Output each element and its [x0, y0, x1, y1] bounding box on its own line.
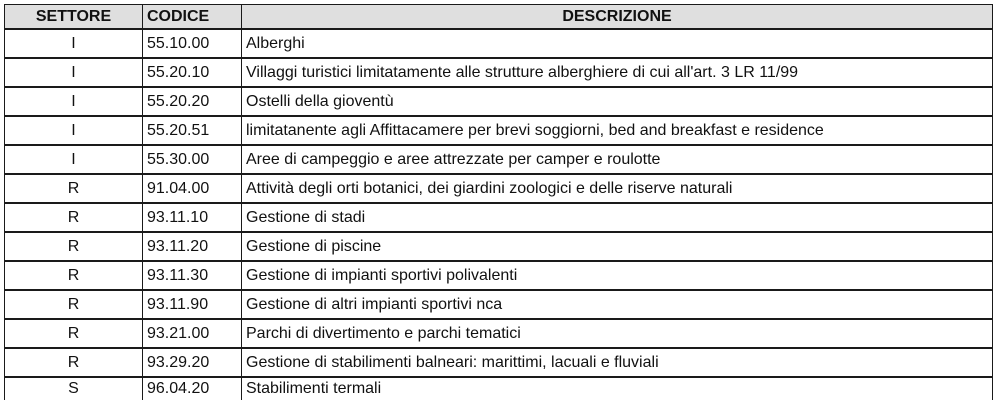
table-row [5, 377, 993, 400]
table-row [5, 87, 993, 116]
table-row [5, 203, 993, 232]
descrizione-cell: Villaggi turistici limitatamente alle strutture alberghiere di cui all'art. 3 LR 11/99 [242, 58, 993, 87]
codice-cell: 55.20.20 [143, 87, 242, 116]
settore-cell: I [5, 87, 143, 116]
descrizione-cell: Attività degli orti botanici, dei giardini zoologici e delle riserve naturali [242, 174, 993, 203]
settore-cell: R [5, 348, 143, 377]
settore-cell: I [5, 29, 143, 58]
descrizione-cell: Ostelli della gioventù [242, 87, 993, 116]
descrizione-cell: limitatanente agli Affittacamere per brevi soggiorni, bed and breakfast e residence [242, 116, 993, 145]
codice-cell: 93.21.00 [143, 319, 242, 348]
ateco-codes-sheet [4, 4, 992, 400]
settore-cell: S [5, 377, 143, 400]
descrizione-cell: Gestione di altri impianti sportivi nca [242, 290, 993, 319]
codice-cell: 55.20.51 [143, 116, 242, 145]
table-body [5, 29, 993, 400]
settore-cell: R [5, 203, 143, 232]
descrizione-cell: Alberghi [242, 29, 993, 58]
codice-cell: 91.04.00 [143, 174, 242, 203]
settore-cell: I [5, 116, 143, 145]
codice-cell: 96.04.20 [143, 377, 242, 400]
descrizione-cell: Stabilimenti termali [242, 377, 993, 400]
table-row [5, 116, 993, 145]
column-header-settore: SETTORE [5, 5, 143, 30]
settore-cell: R [5, 261, 143, 290]
table-row [5, 29, 993, 58]
descrizione-cell: Gestione di piscine [242, 232, 993, 261]
table-row [5, 145, 993, 174]
codice-cell: 55.10.00 [143, 29, 242, 58]
codice-cell: 93.11.30 [143, 261, 242, 290]
settore-cell: R [5, 319, 143, 348]
table-row [5, 261, 993, 290]
codice-cell: 55.30.00 [143, 145, 242, 174]
column-header-codice: CODICE [143, 5, 242, 30]
settore-cell: R [5, 232, 143, 261]
settore-cell: I [5, 145, 143, 174]
codice-cell: 55.20.10 [143, 58, 242, 87]
table-row [5, 319, 993, 348]
codice-cell: 93.11.20 [143, 232, 242, 261]
table-row [5, 58, 993, 87]
header-row [5, 5, 993, 30]
settore-cell: R [5, 290, 143, 319]
descrizione-cell: Gestione di stadi [242, 203, 993, 232]
table-row [5, 348, 993, 377]
descrizione-cell: Gestione di impianti sportivi polivalenti [242, 261, 993, 290]
settore-cell: R [5, 174, 143, 203]
table-header [5, 5, 993, 30]
codice-cell: 93.29.20 [143, 348, 242, 377]
table-row [5, 174, 993, 203]
column-header-descrizione: DESCRIZIONE [242, 5, 993, 30]
table-row [5, 232, 993, 261]
table-row [5, 290, 993, 319]
descrizione-cell: Gestione di stabilimenti balneari: marittimi, lacuali e fluviali [242, 348, 993, 377]
settore-cell: I [5, 58, 143, 87]
descrizione-cell: Parchi di divertimento e parchi tematici [242, 319, 993, 348]
ateco-codes-table [4, 4, 993, 400]
codice-cell: 93.11.10 [143, 203, 242, 232]
descrizione-cell: Aree di campeggio e aree attrezzate per camper e roulotte [242, 145, 993, 174]
codice-cell: 93.11.90 [143, 290, 242, 319]
